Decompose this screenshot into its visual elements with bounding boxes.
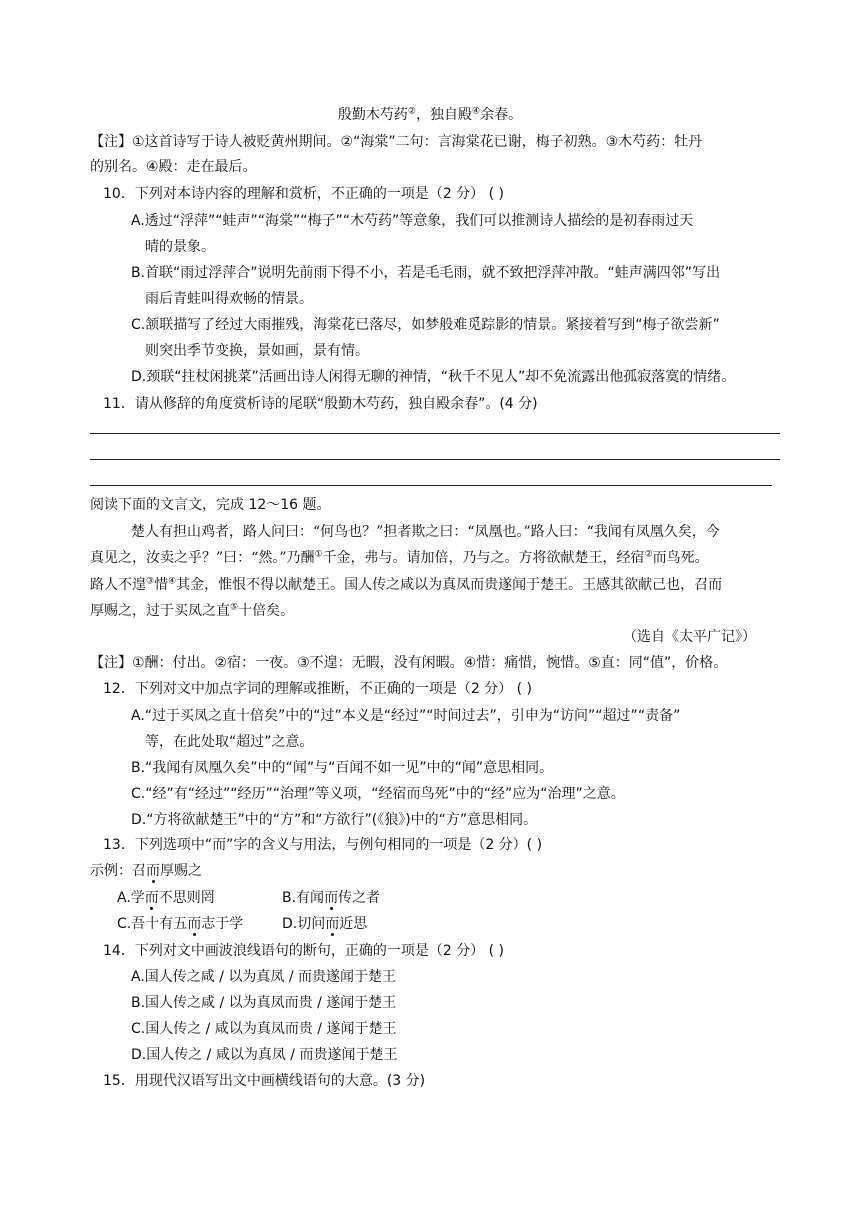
question-10-option-a: A.透过“浮萍”“蛙声”“海棠”“梅子”“木芍药”等意象，我们可以推测诗人描绘的是初春雨过天 — [131, 213, 694, 229]
question-13-example: 示例：召而厚赐之 — [90, 863, 202, 879]
question-13-option-c: C.吾十有五而志于学 — [117, 916, 244, 932]
reading-intro: 阅读下面的文言文，完成 12～16 题。 — [90, 497, 331, 513]
passage-line-1: 楚人有担山鸡者，路人问曰：“何鸟也？”担者欺之曰：“凤凰也。”路人曰：“我闻有凤凰久矣，今 — [131, 524, 720, 540]
question-13-option-d: D.切问而近思 — [282, 916, 368, 932]
question-10-option-d: D.颈联“拄杖闲挑菜”活画出诗人闲得无聊的神情，“秋千不见人”却不免流露出他孤寂落寞的情绪。 — [131, 369, 736, 385]
question-12-option-d: D.“方将欲献楚王”中的“方”和“方欲行”(《狼》)中的“方”意思相同。 — [131, 812, 538, 828]
question-11-stem: 11．请从修辞的角度赏析诗的尾联“殷勤木芍药，独自殿余春”。(4 分) — [103, 396, 538, 412]
poem-note-line-2: 的别名。④殿：走在最后。 — [90, 159, 257, 175]
passage-source: （选自《太平广记》） — [623, 629, 756, 645]
question-15-stem: 15．用现代汉语写出文中画横线语句的大意。(3 分) — [103, 1073, 426, 1089]
question-10-option-c-cont: 则突出季节变换，景如画，景有情。 — [145, 343, 369, 359]
passage-line-3: 路人不遑③惜④其金，惟恨不得以献楚王。国人传之咸以为真凤而贵遂闻于楚王。王感其欲献己也，召而 — [90, 576, 723, 593]
question-14-option-a: A.国人传之咸 / 以为真凤 / 而贵遂闻于楚王 — [131, 969, 397, 985]
question-14-option-b: B.国人传之咸 / 以为真凤而贵 / 遂闻于楚王 — [131, 995, 397, 1011]
question-12-option-b: B.“我闻有凤凰久矣”中的“闻”与“百闻不如一见”中的“闻”意思相同。 — [131, 760, 554, 776]
question-13-option-b: B.有闻而传之者 — [282, 890, 381, 906]
passage-notes: 【注】①酬：付出。②宿：一夜。③不遑：无暇，没有闲暇。④惜：痛惜，惋惜。⑤直：同“值”，价格。 — [90, 655, 728, 671]
poem-note-line-1: 【注】①这首诗写于诗人被贬黄州期间。②“海棠”二句：言海棠花已谢，梅子初熟。③木芍药：牡丹 — [90, 134, 703, 150]
answer-line-1[interactable] — [90, 433, 780, 434]
question-12-stem: 12．下列对文中加点字词的理解或推断，不正确的一项是（2 分） ( ) — [103, 681, 532, 697]
passage-line-4: 厚赐之，过于买凤之直⑤十倍矣。 — [90, 602, 295, 619]
question-10-option-b-cont: 雨后青蛙叫得欢畅的情景。 — [145, 291, 313, 307]
question-13-stem: 13．下列选项中“而”字的含义与用法，与例句相同的一项是（2 分）( ) — [103, 837, 543, 853]
question-10-stem: 10．下列对本诗内容的理解和赏析，不正确的一项是（2 分） ( ) — [103, 186, 504, 202]
question-10-option-b: B.首联“雨过浮萍合”说明先前雨下得不小，若是毛毛雨，就不致把浮萍冲散。“蛙声满四邻”写出 — [131, 265, 721, 281]
answer-line-2[interactable] — [90, 459, 780, 460]
answer-line-3[interactable] — [90, 485, 772, 486]
question-14-option-c: C.国人传之 / 咸以为真凤而贵 / 遂闻于楚王 — [131, 1021, 397, 1037]
question-14-stem: 14．下列对文中画波浪线语句的断句，正确的一项是（2 分） ( ) — [103, 943, 504, 959]
passage-line-2: 真见之，汝卖之乎？”曰：“然。”乃酬①千金，弗与。请加倍，乃与之。方将欲献楚王，经宿②而鸟死。 — [90, 549, 709, 566]
poem-last-couplet: 殷勤木芍药②，独自殿④余春。 — [337, 106, 523, 123]
question-12-option-a-cont: 等，在此处取“超过”之意。 — [145, 734, 314, 750]
question-14-option-d: D.国人传之 / 咸以为真凤 / 而贵遂闻于楚王 — [131, 1047, 398, 1063]
question-10-option-c: C.颔联描写了经过大雨摧残，海棠花已落尽，如梦般难觅踪影的情景。紧接着写到“梅子欲尝新” — [131, 317, 720, 333]
question-10-option-a-cont: 晴的景象。 — [145, 239, 215, 255]
question-13-option-a: A.学而不思则罔 — [117, 890, 215, 906]
question-12-option-a: A.“过于买凤之直十倍矣”中的“过”本义是“经过”“时间过去”，引申为“访问”“超过”“责备” — [131, 708, 681, 724]
question-12-option-c: C.“经”有“经过”“经历”“治理”等义项，“经宿而鸟死”中的“经”应为“治理”之意。 — [131, 786, 625, 802]
